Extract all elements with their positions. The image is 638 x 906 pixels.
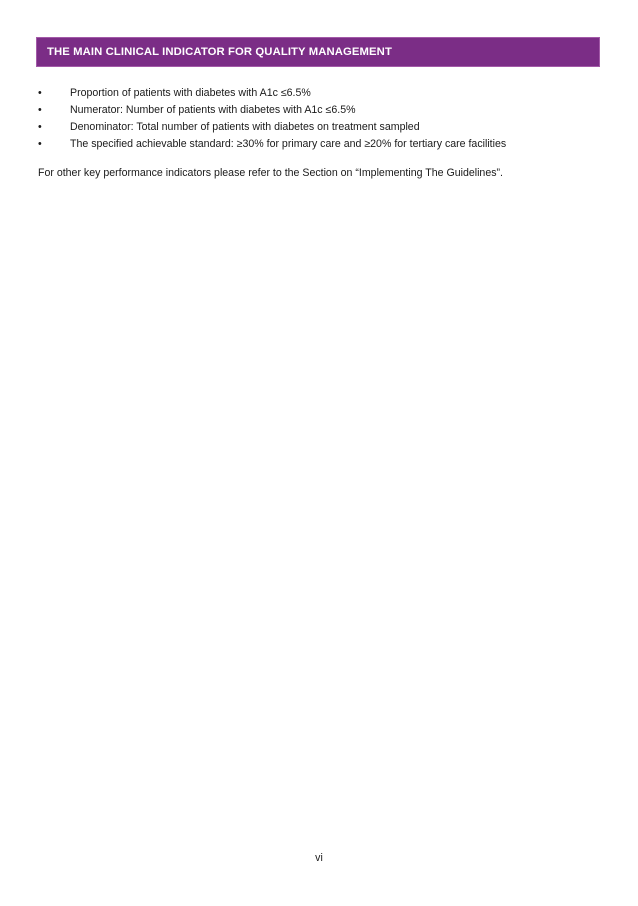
list-item-text: Proportion of patients with diabetes with A1c ≤6.5% — [70, 87, 311, 99]
list-item — [38, 119, 598, 136]
indicator-list — [38, 85, 598, 153]
reference-note: For other key performance indicators please refer to the Section on “Implementing The Guidelines”. — [38, 167, 503, 179]
list-item — [38, 102, 598, 119]
page-number: vi — [315, 852, 323, 864]
list-item-text: Denominator: Total number of patients with diabetes on treatment sampled — [70, 121, 420, 133]
list-item — [38, 136, 598, 153]
bullet-icon: • — [38, 121, 42, 133]
bullet-icon: • — [38, 87, 42, 99]
bullet-icon: • — [38, 104, 42, 116]
list-item — [38, 85, 598, 102]
bullet-icon: • — [38, 138, 42, 150]
section-title: THE MAIN CLINICAL INDICATOR FOR QUALITY MANAGEMENT — [47, 46, 392, 58]
list-item-text: The specified achievable standard: ≥30% for primary care and ≥20% for tertiary care facilities — [70, 138, 507, 150]
list-item-text: Numerator: Number of patients with diabetes with A1c ≤6.5% — [70, 104, 356, 116]
section-header — [36, 37, 600, 67]
